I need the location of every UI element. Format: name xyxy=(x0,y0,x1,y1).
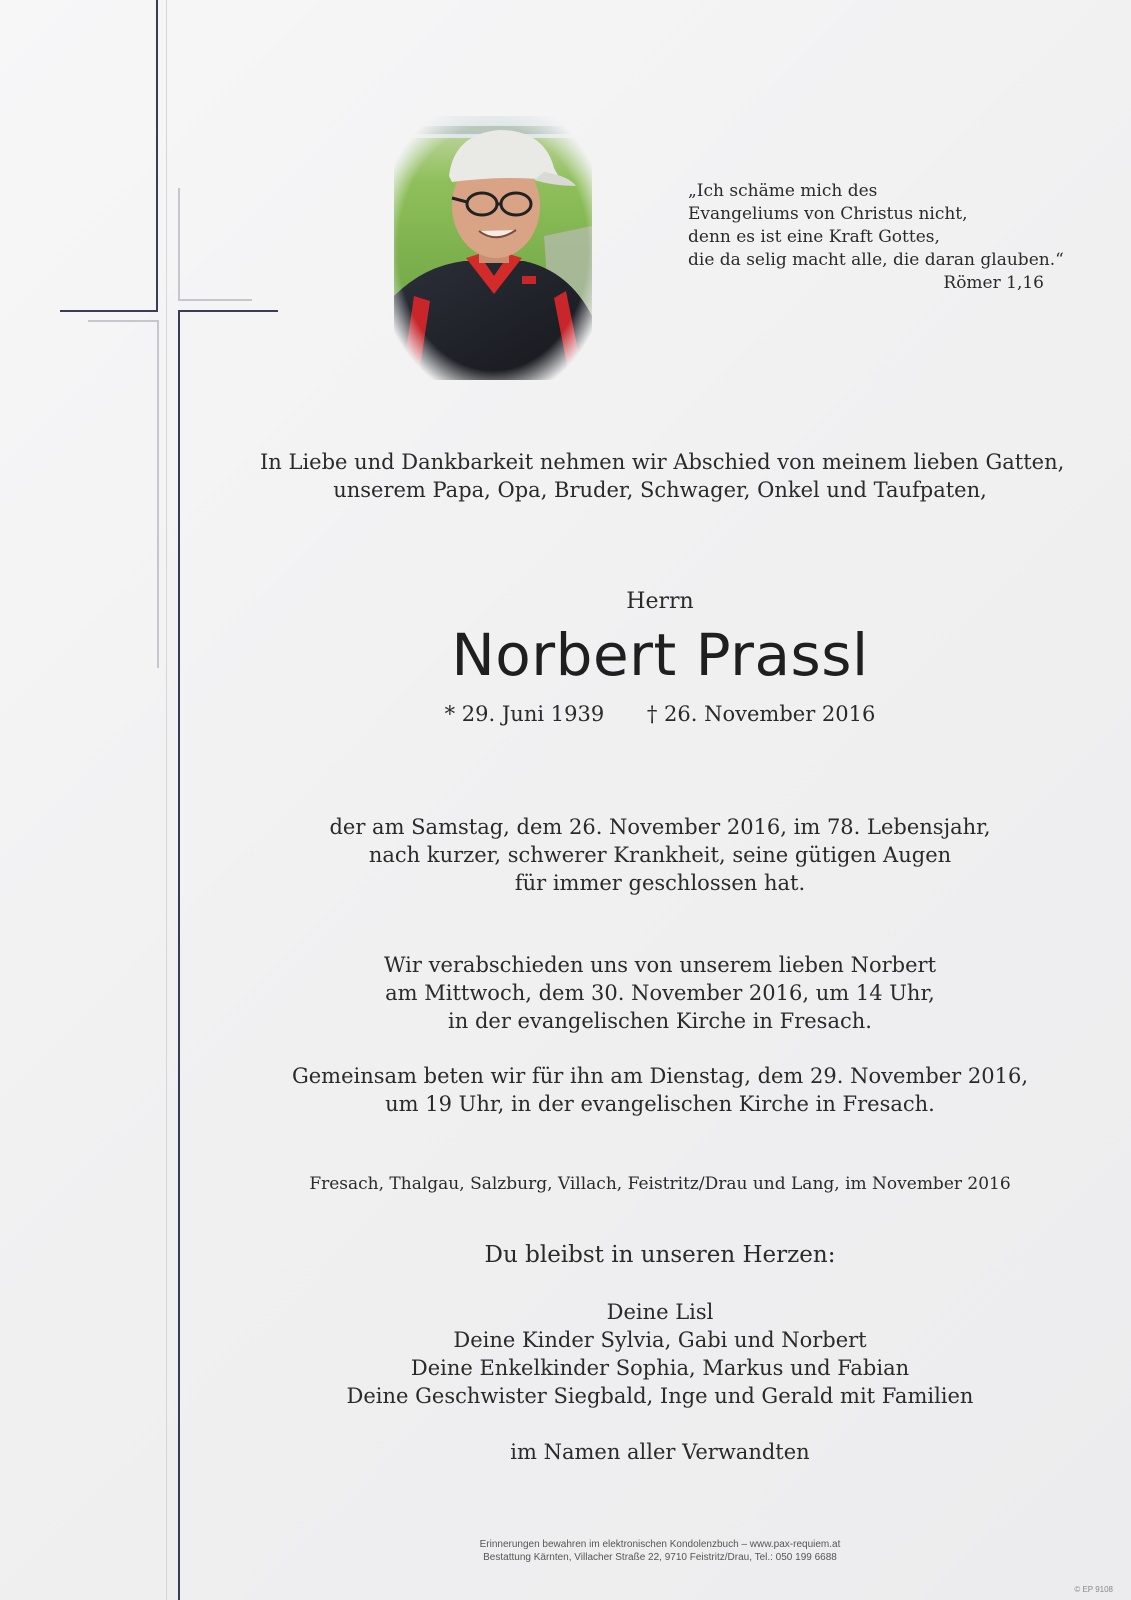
mourner-entry: Deine Geschwister Siegbald, Inge und Gerald mit Familien xyxy=(346,1384,974,1408)
cross-shadow-upper xyxy=(178,188,180,301)
passing-line: für immer geschlossen hat. xyxy=(514,871,806,895)
birth-date: * 29. Juni 1939 xyxy=(444,702,605,726)
cross-line-faint xyxy=(166,0,167,1600)
prayer-line: Gemeinsam beten wir für ihn am Dienstag, dem 29. November 2016, xyxy=(291,1064,1029,1088)
death-date: † 26. November 2016 xyxy=(646,702,876,726)
deceased-name: Norbert Prassl xyxy=(451,621,869,689)
footer-condolence-line: Erinnerungen bewahren im elektronischen Kondolenzbuch – www.pax-requiem.at xyxy=(479,1539,841,1550)
cross-right-arm xyxy=(178,310,278,312)
intro-line: unserem Papa, Opa, Bruder, Schwager, Onkel und Taufpaten, xyxy=(333,478,987,502)
cross-shadow-left-arm xyxy=(88,320,158,322)
mourner-entry: Deine Kinder Sylvia, Gabi und Norbert xyxy=(453,1328,867,1352)
quote-line: die da selig macht alle, die daran glauben.“ xyxy=(688,250,1064,270)
document-code: © EP 9108 xyxy=(1074,1585,1113,1594)
footer-address-line: Bestattung Kärnten, Villacher Straße 22, 9710 Feistritz/Drau, Tel.: 050 199 6688 xyxy=(483,1552,837,1563)
intro-text xyxy=(260,448,1065,504)
farewell-line: in der evangelischen Kirche in Fresach. xyxy=(448,1009,872,1033)
farewell-text xyxy=(260,951,1060,1035)
mourners-heading: Du bleibst in unseren Herzen: xyxy=(484,1242,836,1268)
portrait-photo xyxy=(394,116,592,380)
farewell-line: Wir verabschieden uns von unserem lieben Norbert xyxy=(383,953,937,977)
mourners-list xyxy=(260,1298,1060,1410)
bible-quote xyxy=(688,180,1064,295)
prayer-text xyxy=(260,1062,1060,1118)
intro-line: In Liebe und Dankbarkeit nehmen wir Abschied von meinem lieben Gatten, xyxy=(260,450,1065,474)
life-dates xyxy=(260,700,1060,728)
quote-line: denn es ist eine Kraft Gottes, xyxy=(688,227,940,247)
relatives-line: im Namen aller Verwandten xyxy=(510,1440,810,1464)
farewell-line: am Mittwoch, dem 30. November 2016, um 14 Uhr, xyxy=(385,981,935,1005)
salutation: Herrn xyxy=(626,589,694,614)
passing-text xyxy=(260,813,1060,897)
cross-shadow-lower xyxy=(157,320,159,668)
mourner-entry: Deine Lisl xyxy=(606,1300,714,1324)
mourner-entry: Deine Enkelkinder Sophia, Markus und Fabian xyxy=(410,1356,910,1380)
footer xyxy=(260,1538,1060,1564)
cross-upper-vertical xyxy=(156,0,158,312)
quote-reference: Römer 1,16 xyxy=(943,273,1044,293)
quote-line: Evangeliums von Christus nicht, xyxy=(688,204,968,224)
cross-lower-vertical xyxy=(178,310,180,1600)
quote-line: „Ich schäme mich des xyxy=(688,181,878,201)
passing-line: der am Samstag, dem 26. November 2016, im 78. Lebensjahr, xyxy=(329,815,991,839)
cross-left-arm xyxy=(60,310,158,312)
cross-shadow-right-arm xyxy=(180,299,252,301)
passing-line: nach kurzer, schwerer Krankheit, seine gütigen Augen xyxy=(368,843,952,867)
places-date-line: Fresach, Thalgau, Salzburg, Villach, Feistritz/Drau und Lang, im November 2016 xyxy=(309,1174,1011,1194)
prayer-line: um 19 Uhr, in der evangelischen Kirche in Fresach. xyxy=(385,1092,935,1116)
